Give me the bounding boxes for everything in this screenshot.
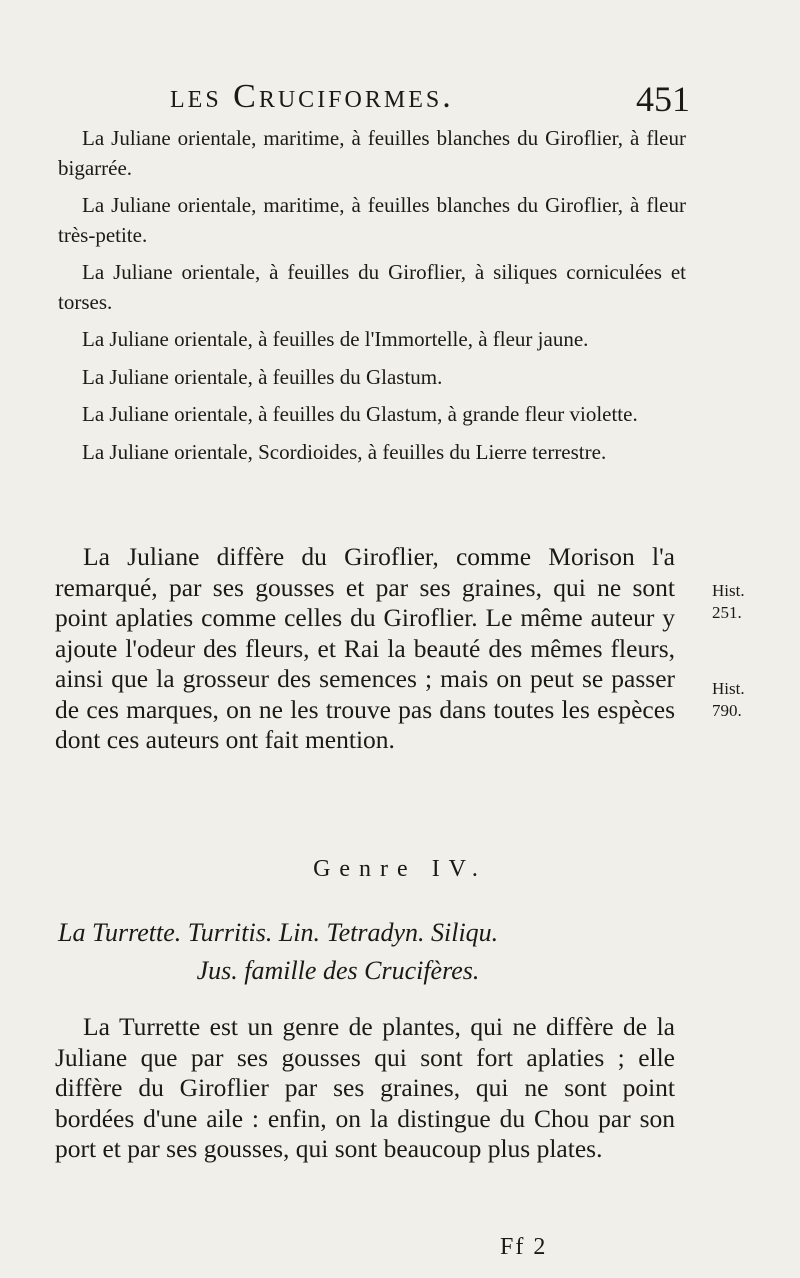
genus-family: Jus. famille des Crucifères.	[196, 956, 480, 985]
paragraph-turrette: La Turrette est un genre de plantes, qui ne diffère de la Juliane que par ses gousses qui sont fort aplaties ; elle diffère du Giroflier par ses graines, qui ne sont point bordées d'une aile : enfin, on la distingue du Chou par son port et par ses gousses, qui sont beaucoup plus plates.	[55, 1012, 675, 1163]
margin-note	[712, 580, 782, 624]
running-title: les Cruciformes.	[170, 78, 454, 115]
margin-note	[712, 678, 782, 722]
species-entry: La Juliane orientale, maritime, à feuilles blanches du Giroflier, à fleur très-petite.	[58, 193, 686, 247]
species-entry: La Juliane orientale, à feuilles du Giroflier, à siliques corniculées et torses.	[58, 260, 686, 314]
margin-note-label: Hist.	[712, 581, 745, 600]
species-entry: La Juliane orientale, maritime, à feuilles blanches du Giroflier, à fleur bigarrée.	[58, 126, 686, 180]
margin-note-ref: 790.	[712, 701, 742, 720]
page-header	[170, 78, 690, 128]
genre-heading: Genre IV.	[313, 856, 487, 882]
margin-note-label: Hist.	[712, 679, 745, 698]
paragraph-juliane: La Juliane diffère du Giroflier, comme Morison l'a remarqué, par ses gousses et par ses graines, qui ne sont point aplaties comme celles du Giroflier. Le même auteur y ajoute l'odeur des fleurs, et Rai la beauté des mêmes fleurs, ainsi que la grosseur des semences ; mais on peut se passer de ces marques, on ne les trouve pas dans toutes les espèces dont ces auteurs ont fait mention.	[55, 542, 675, 754]
species-entry: La Juliane orientale, à feuilles du Glastum.	[82, 364, 443, 389]
signature-mark: Ff 2	[500, 1234, 548, 1260]
species-entry: La Juliane orientale, à feuilles de l'Immortelle, à fleur jaune.	[82, 327, 589, 351]
page-number: 451	[636, 79, 690, 119]
species-list	[58, 124, 686, 475]
species-entry: La Juliane orientale, à feuilles du Glastum, à grande fleur violette.	[82, 402, 638, 426]
species-entry: La Juliane orientale, Scordioides, à feuilles du Lierre terrestre.	[82, 439, 607, 464]
margin-note-ref: 251.	[712, 603, 742, 622]
genus-classification: La Turrette. Turritis. Lin. Tetradyn. Siliqu.	[58, 918, 499, 947]
